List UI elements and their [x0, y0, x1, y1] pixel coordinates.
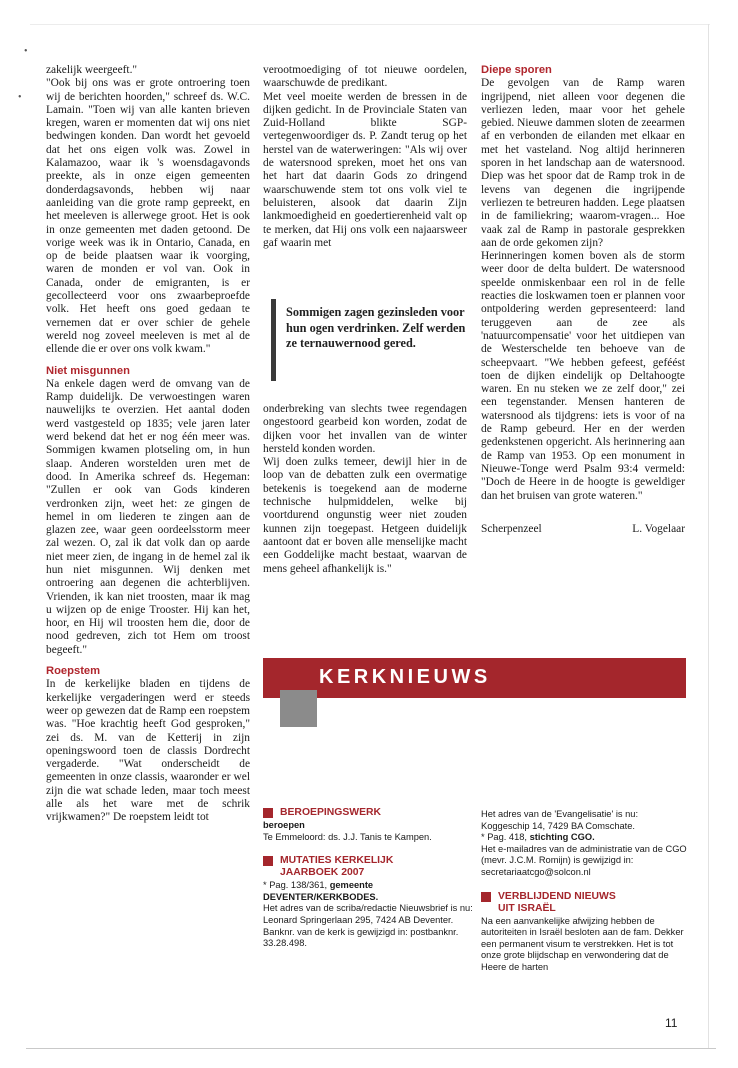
heading-line: VERBLIJDEND NIEUWS — [498, 890, 616, 902]
margin-dot: • — [24, 46, 28, 57]
banner-title: KERKNIEUWS — [319, 666, 491, 688]
news-heading — [481, 891, 687, 915]
article-column-3 — [481, 64, 685, 536]
news-subheading: beroepen — [263, 820, 305, 830]
margin-dot: • — [18, 92, 22, 103]
top-edge-line — [30, 24, 710, 25]
article-column-2-continued — [263, 403, 467, 576]
news-text: Het adres van de scriba/redactie Nieuwsbrief is nu: Leonard Springerlaan 295, 7424 AB Deventer. — [263, 903, 473, 925]
news-heading-text: BEROEPINGSWERK — [280, 807, 382, 818]
ref-bold: gemeente — [329, 880, 374, 891]
article-column-2 — [263, 64, 467, 250]
paragraph: Na enkele dagen werd de omvang van de Ramp duidelijk. De verwoestingen waren nauwelijks te overzien. Het aantal doden werd vastgesteld op 1835; vele jaren later werd bekend dat het er nog één meer was. Sommigen kwamen plotseling om, in hun slaap. Anderen worstelden uren met de dood. In Amerika schreef ds. Hegeman: "Zullen er ook van Gods kinderen verdronken zijn, weet het: ze gingen de hemel in om liederen te zingen aan de glazen zee, waar geen oordeelsstorm meer zal wezen. O, zal ik dat volk dan op aarde niet meer zien, de ingang in de hemel zal ik hun niet misgunnen. Wij denken met ontroering aan degenen die achterblijven. Vrienden, ik kan niet troosten, maar ik mag u wijzen op de enige Trooster. Hij kan het, hoor, en Hij wil troosten hem die, door de nood gedreven, zich tot Hem om troost begeeft." — [46, 377, 250, 656]
square-bullet-icon — [263, 808, 273, 818]
section-heading: Roepstem — [46, 665, 101, 678]
news-item-verblijdend — [481, 891, 687, 974]
news-text: Banknr. van de kerk is gewijzigd in: postbanknr. 33.28.498. — [263, 926, 459, 949]
ref-text: * Pag. 418, — [481, 832, 528, 843]
square-bullet-icon — [263, 856, 273, 866]
ref-text: * Pag. 138/361, — [263, 880, 328, 891]
signature-author: L. Vogelaar — [632, 522, 685, 535]
signature-place: Scherpenzeel — [481, 522, 542, 535]
news-text: Na een aanvankelijke afwijzing hebben de autoriteiten in Israël besloten aan de fam. Dekker een permanent visum te verstrekken. Het is tot onze grote blijdschap en verwondering dat de Heere de harten — [481, 915, 684, 972]
ref-bold: stichting CGO. — [529, 832, 595, 843]
news-reference — [263, 880, 475, 903]
paragraph: De gevolgen van de Ramp waren ingrijpend, niet alleen voor degenen die verliezen leden, maar voor het gehele gebied. Nieuwe dammen sloten de zeearmen af en verbonden de eilanden met elkaar en met het vasteland. Nog altijd herinneren sporen in het landschap aan de watersnood. Diep was het spoor dat de Ramp trok in de levens van degenen die ingrijpende verliezen te betreuren hadden. Lege plaatsen in de familiekring; waarom-vragen... Hoe vaak zal de Ramp in pastorale gesprekken aan de orde gekomen zijn? — [481, 77, 685, 249]
news-heading-text — [280, 855, 393, 879]
quote-bar — [271, 299, 276, 381]
bottom-rule — [26, 1048, 716, 1049]
news-heading — [263, 855, 475, 879]
news-item-beroepingswerk — [263, 807, 475, 843]
square-bullet-icon — [481, 892, 491, 902]
article-column-1 — [46, 64, 250, 825]
paragraph: Met veel moeite werden de bressen in de dijken gedicht. In de Provinciale Staten van Zuid-Holland blikte SGP-vertegenwoordiger ds. P. Zandt terug op het herstel van de waterweringen: "Als wij over de watersnood spreken, moet het ons van het hart dat daarin Gods zo dringend waarschuwende stem tot ons volk viel te beluisteren, alsook dat daarin Zijn lankmoedigheid en goedertierenheid valt op te merken, dat Hij ons volk een najaarsweer gaf waarin met — [263, 90, 467, 249]
paragraph: In de kerkelijke bladen en tijdens de kerkelijke vergaderingen werd er steeds weer op gewezen dat de Ramp een roepstem was. "Hoe krachtig heeft God gesproken," zei ds. M. van de Ketterij in zijn openingswoord toen de classis Dordrecht vergaderde. "Wat onderscheidt de gemeenten in onze classis, waaronder er wel zijn die wat schade leden, maar toch meest alle als het ware met de schrik vrijkwamen?" De roepstem leidt tot — [46, 678, 250, 824]
news-text: Het adres van de 'Evangelisatie' is nu: Koggeschip 14, 7429 BA Comschate. — [481, 809, 639, 831]
news-heading — [263, 807, 475, 819]
paragraph: Wij doen zulks temeer, dewijl hier in de loop van de debatten zulk een overmatige betekenis is toegekend aan de moderne technische hulpmiddelen, welke bij voortdurend ongunstig weer niet zouden kunnen zijn toegepast. Hetgeen duidelijk aantoont dat er boven alle menselijke macht een Goddelijke macht bestaat, waarvan de mens geheel afhankelijk is." — [263, 456, 467, 575]
heading-line: UIT ISRAËL — [498, 902, 556, 914]
news-item-evangelisatie — [481, 809, 687, 879]
news-text: Te Emmeloord: ds. J.J. Tanis te Kampen. — [263, 831, 432, 842]
heading-line: JAARBOEK 2007 — [280, 867, 365, 879]
paragraph: zakelijk weergeeft." — [46, 64, 138, 76]
news-text: Het e-mailadres van de administratie van de CGO (mevr. J.C.M. Romijn) is gewijzigd in: secretariaatcgo@solcon.nl — [481, 843, 687, 877]
right-edge-line — [708, 24, 709, 1048]
page-number: 11 — [665, 1016, 678, 1030]
ref-bold: DEVENTER/KERKBODES. — [263, 891, 379, 902]
news-reference — [481, 832, 687, 844]
signature-line — [481, 523, 685, 536]
paragraph: Herinneringen komen boven als de storm weer door de delta buldert. De watersnood speelde onmiskenbaar een rol in de felle reacties die loskwamen toen er plannen voor ontpoldering werden gepresenteerd: land teruggeven aan de zee als 'natuurcompensatie' voor het uitdiepen van de Westerschelde ten behoeve van de scheepvaart. "We hebben gefeest, geféést toen de dijken eindelijk op Deltahoogte waren. En nu steken we ze zelf door," zei een tegenstander. Mensen hanteren de watersnood als tijdgrens: iets is voor of na de Ramp gebeurd. Her en der werden gedenkstenen opgericht. Als herinnering aan de Ramp van 1953. Op een monument in Nieuwe-Tonge werd Psalm 93:4 vermeld: "Doch de Heere in de hoogte is geweldiger dan het bruisen van grote wateren." — [481, 250, 685, 502]
kerknieuws-banner — [263, 658, 686, 698]
paragraph: onderbreking van slechts twee regendagen ongestoord gearbeid kon worden, zodat de dijken voor het invallen van de winter hersteld konden worden. — [263, 403, 467, 455]
news-item-mutaties — [263, 855, 475, 950]
section-heading: Diepe sporen — [481, 64, 552, 76]
news-column-1 — [263, 807, 475, 962]
pull-quote — [263, 299, 467, 381]
heading-line: MUTATIES KERKELIJK — [280, 855, 394, 867]
news-heading-text — [498, 891, 616, 915]
decorative-gray-square — [280, 690, 317, 727]
paragraph: "Ook bij ons was er grote ontroering toen wij de berichten hoorden," schreef ds. W.C. Lamain. "Toen wij van alle kanten brieven kregen, waren er momenten dat wij ons niet bedwingen konden. Dan wordt het gevoeld dat het ons eigen volk was. Zowel in Kalamazoo, waar ik 's woensdagavonds preekte, als in onze eigen gemeenten donderdagsavonds, hebben wij naar aanleiding van die grote ramp gepreekt, en het meeleven is allerwege groot. Het is ook in onze gemeenten met daden getoond. De vorige week was ik in Ontario, Canada, en op de beide plaatsen waar ik voorging, waren de monden er vol van. Ook in Canada, onder de emigranten, is er gecollecteerd voor ons zwaarbeproefde volk. Het heeft ons goed gedaan te vernemen dat er over schier de gehele wereld nog zoveel meeleven is met al de ellende die er over ons volk kwam." — [46, 77, 250, 356]
section-heading: Niet misgunnen — [46, 364, 130, 377]
paragraph: verootmoediging of tot nieuwe oordelen, waarschuwde de predikant. — [263, 64, 467, 90]
pull-quote-text: Sommigen zagen gezinsleden voor hun ogen verdrinken. Zelf werden ze ternauwernood gered. — [286, 305, 466, 351]
news-column-2 — [481, 809, 687, 986]
